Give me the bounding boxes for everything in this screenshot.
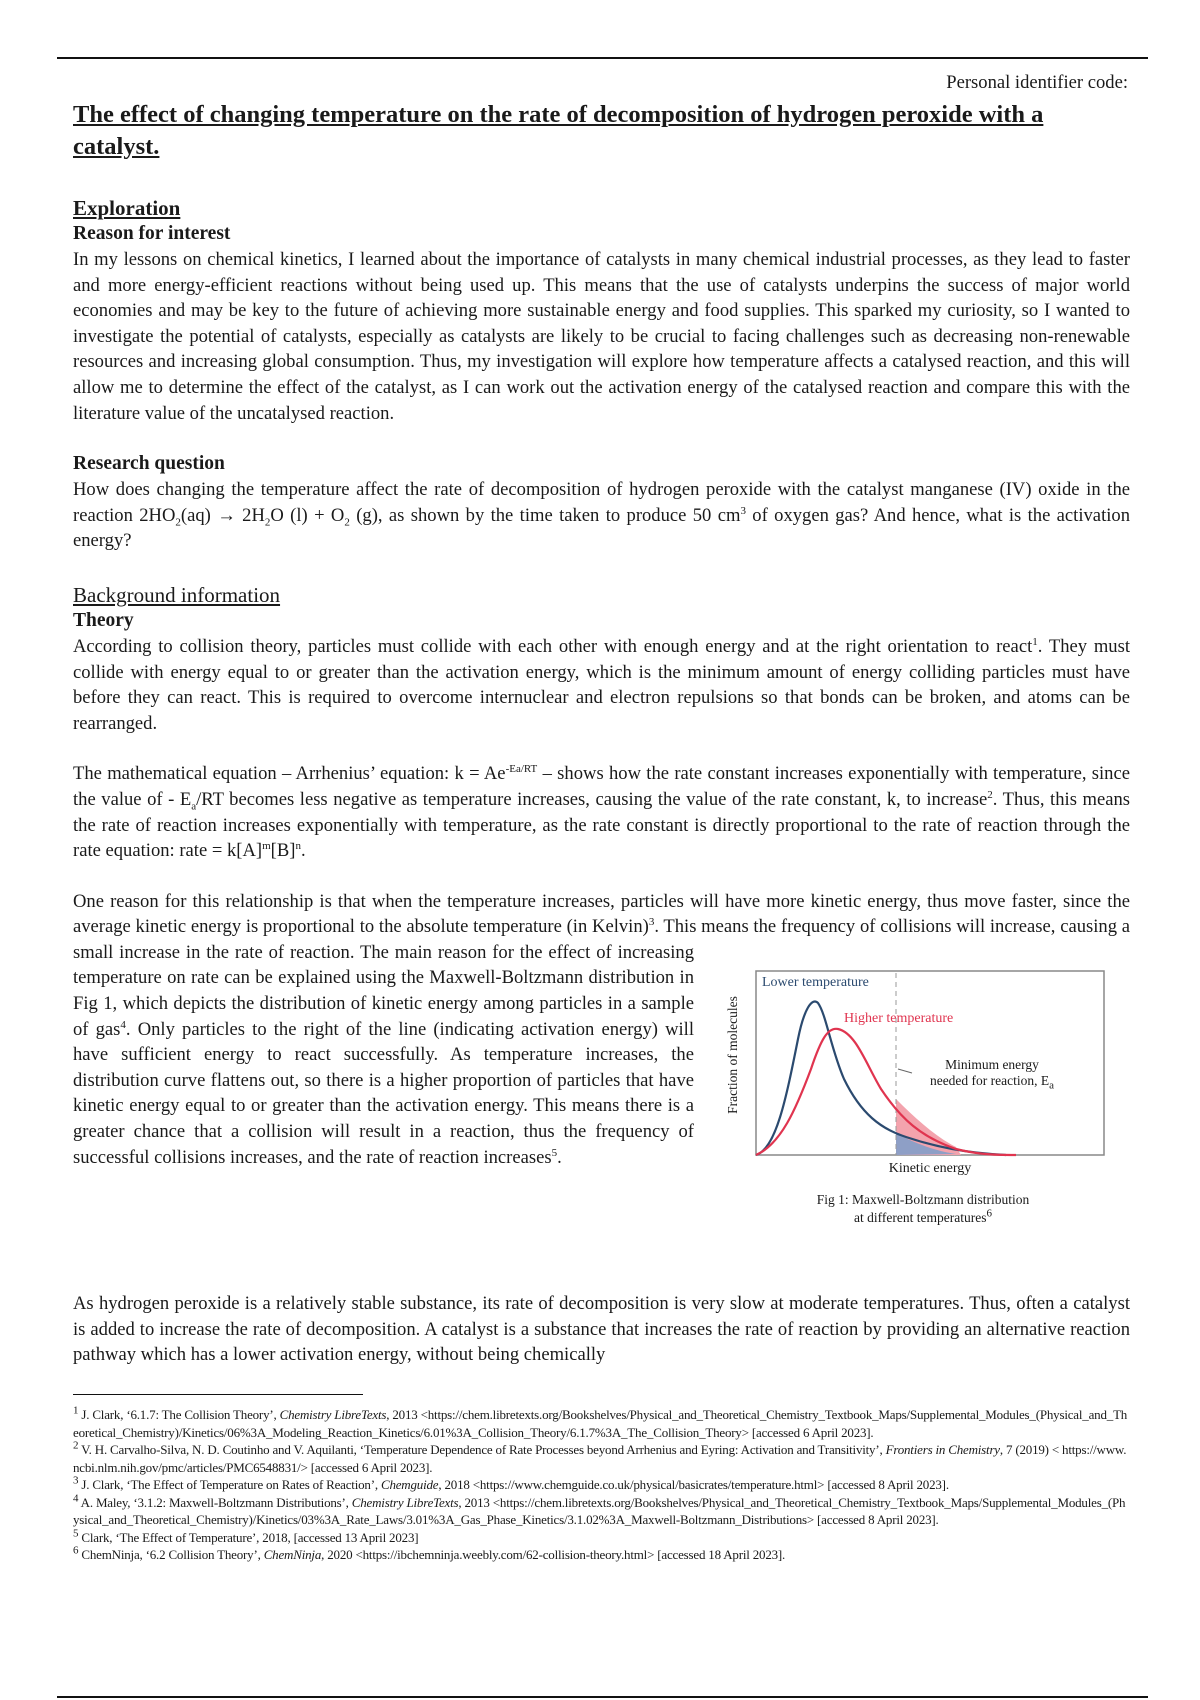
- x-axis-label: Kinetic energy: [888, 1160, 972, 1176]
- personal-identifier-label: Personal identifier code:: [946, 72, 1128, 93]
- subscript: 2: [264, 516, 271, 529]
- text: . Only particles to the right of the line (indicating activation energy) will have sufficient energy to react successfully. As temperature increases, the distribution curve flattens out, so there is a higher proportion of particles that have kinetic energy equal to or greater than the activation energy. This means there is a greater chance that a collision will result in a reaction, thus the frequency of successful collisions increases, and the rate of reaction increases: [73, 1018, 694, 1168]
- text: .: [300, 840, 306, 862]
- text: .: [557, 1146, 562, 1168]
- text: [B]: [270, 840, 296, 862]
- exponent: n: [295, 839, 301, 852]
- footnote-number: 3: [73, 1474, 79, 1487]
- text: . This means the frequency of collisions will increase, causing a small increase in the rate of reaction. The main reason for the effect of increasing temperature on rate can be explained using the Maxwell-Boltzmann distribution in Fig 1, which depicts the distribution of kinetic energy among particles in a sample of gas: [73, 916, 1130, 1040]
- footnote-ref: 3: [648, 916, 655, 929]
- text: needed for reaction, E: [929, 1072, 1050, 1088]
- text: . They must collide with energy equal to or greater than the activation energy, which is the minimum amount of energy colliding particles must have before they can react. This is required to overcome internuclear and electron repulsions so that bonds can be broken, and atoms can be rearranged.: [73, 635, 1130, 734]
- footnote-ref: 5: [551, 1146, 558, 1159]
- footnote-rest: , 2018 <https://www.chemguide.co.uk/physical/basicrates/temperature.html> [accessed 8 April 2023].: [438, 1477, 949, 1492]
- collision-theory-paragraph: [73, 634, 1130, 736]
- subscript: a: [1049, 1079, 1055, 1092]
- research-question-heading: Research question: [73, 453, 225, 475]
- text: Fig 1: Maxwell-Boltzmann distribution: [816, 1191, 1030, 1207]
- higher-temperature-label: Higher temperature: [844, 1010, 954, 1026]
- y-axis-label: Fraction of molecules: [725, 995, 740, 1114]
- footnote-number: 6: [73, 1544, 79, 1557]
- figure-caption: [716, 1191, 1130, 1227]
- background-heading: Background information: [73, 582, 281, 607]
- footnote-ref: 1: [1032, 635, 1038, 648]
- rq-text: O (l) + O: [270, 504, 345, 526]
- footnote-text: J. Clark, ‘6.1.7: The Collision Theory’,: [81, 1407, 280, 1422]
- exploration-section: [73, 195, 1130, 1235]
- maxwell-boltzmann-figure: [716, 965, 1130, 1235]
- footnote: [73, 1546, 1130, 1564]
- footnote-text: A. Maley, ‘3.1.2: Maxwell-Boltzmann Distributions’,: [80, 1494, 352, 1510]
- subscript: a: [191, 800, 197, 813]
- footnote-source: Chemistry LibreTexts: [279, 1407, 387, 1422]
- subscript: 2: [175, 516, 181, 529]
- footnote-text: Clark, ‘The Effect of Temperature’, 2018, [accessed 13 April 2023]: [81, 1529, 419, 1545]
- exploration-heading: Exploration: [73, 196, 181, 220]
- footnote-ref: 2: [987, 788, 993, 801]
- reason-heading: Reason for interest: [73, 223, 231, 244]
- footnote: [73, 1406, 1130, 1441]
- footnote-rest: , 2013 <https://chem.libretexts.org/Bookshelves/Physical_and_Theoretical_Chemistry_Textbook_Maps/Supplemental_Modules_(Physical_and_Theoretical_Chemistry)/Kinetics/03%3A_Rate_Laws/3.01%3A_Gas_Phase_Kinetics/3.1.02%3A_Maxwell-Boltzmann_Distributions> [accessed 8 April 2023].: [73, 1494, 1126, 1527]
- footnote-text: V. H. Carvalho-Silva, N. D. Coutinho and V. Aquilanti, ‘Temperature Dependence of Rate Processes beyond Arrhenius and Eyring: Activation and Transitivity’,: [81, 1442, 886, 1457]
- catalyst-paragraph: As hydrogen peroxide is a relatively stable substance, its rate of decomposition is very slow at moderate temperatures. Thus, often a catalyst is added to increase the rate of decomposition. A catalyst is a substance that increases the rate of reaction by providing an alternative reaction pathway which has a lower activation energy, without being chemically: [73, 1293, 1130, 1366]
- footnote: [73, 1476, 1130, 1494]
- rq-text: of oxygen gas? And hence, what is the activation energy?: [73, 504, 1130, 552]
- footnote-source: Frontiers in Chemistry: [885, 1442, 1000, 1457]
- footnote-number: 5: [73, 1527, 79, 1540]
- footnote: [73, 1494, 1130, 1529]
- footnote-source: ChemNinja: [263, 1547, 322, 1562]
- kinetic-paragraph-block: [73, 889, 1130, 1235]
- footnote: [73, 1441, 1130, 1476]
- footnote-rest: , 2013 <https://chem.libretexts.org/Bookshelves/Physical_and_Theoretical_Chemistry_Textbook_Maps/Supplemental_Modules_(Physical_and_Theoretical_Chemistry)/Kinetics/06%3A_Modeling_Reaction_Kinetics/6.01%3A_Collision_Theory/6.1.7%3A_The_Collision_Theory> [accessed 6 April 2023].: [73, 1407, 1128, 1440]
- footnote-rule: [73, 1394, 363, 1395]
- reason-paragraph: In my lessons on chemical kinetics, I learned about the importance of catalysts in many chemical industrial processes, as they lead to faster and more energy-efficient reactions without being used up. This means that the use of catalysts underpins the success of major world economies and may be key to the future of achieving more sustainable energy and food supplies. This sparked my curiosity, so I wanted to investigate the potential of catalysts, especially as catalysts are likely to be crucial to facing challenges such as decreasing non-renewable resources and increasing global consumption. Thus, my investigation will explore how temperature affects a catalysed reaction, and this will allow me to determine the effect of the catalyst, as I can work out the activation energy of the catalysed reaction and compare this with the literature value of the uncatalysed reaction.: [73, 249, 1130, 424]
- footnote-number: 4: [73, 1492, 79, 1505]
- exponent: m: [262, 839, 271, 852]
- superscript: 3: [740, 504, 746, 517]
- text: – shows how the rate constant increases exponentially with temperature, since the value of - E: [73, 763, 1130, 810]
- footnote-source: Chemistry LibreTexts: [351, 1494, 459, 1510]
- page-title: The effect of changing temperature on the rate of decomposition of hydrogen peroxide with a catalyst.: [73, 101, 1044, 160]
- lower-temperature-label: Lower temperature: [762, 974, 869, 990]
- footnote-text: J. Clark, ‘The Effect of Temperature on Rates of Reaction’,: [81, 1477, 381, 1492]
- catalyst-paragraph-block: [73, 1291, 1130, 1368]
- minimum-energy-label: [912, 1056, 1072, 1092]
- footnote: [73, 1529, 1130, 1547]
- footnote-ref: 4: [120, 1018, 126, 1031]
- footnote-text: ChemNinja, ‘6.2 Collision Theory’,: [81, 1547, 264, 1562]
- research-question-paragraph: How does changing the temperature affect the rate of decomposition of hydrogen peroxide with the catalyst manganese (IV) oxide in the reaction $2HO_2(aq) \to 2H_2O$ $(l) + O_2$ (g), as shown by the time taken to produce 50 $cm^3$ of oxygen gas? And hence, what is the activation energy?: [73, 479, 1130, 552]
- text: Minimum energy: [945, 1056, 1039, 1072]
- text: The mathematical equation – Arrhenius’ equation: k = Ae: [73, 763, 506, 785]
- text: at different temperatures: [854, 1209, 987, 1225]
- rq-text: (g), as shown by the time taken to produce 50 cm: [349, 504, 741, 526]
- text: . Thus, this means the rate of reaction increases exponentially with temperature, as the rate constant is directly proportional to the rate of reaction through the rate equation: rate = k[A]: [73, 788, 1130, 862]
- text: /RT becomes less negative as temperature increases, causing the value of the rate constant, k, to increase: [196, 788, 988, 810]
- rq-text: (aq) → 2H: [180, 504, 265, 526]
- top-rule: [57, 57, 1148, 59]
- footnote-source: Chemguide: [380, 1477, 439, 1492]
- footnote-rest: , 7 (2019) < https://www.ncbi.nlm.nih.gov/pmc/articles/PMC6548831/> [accessed 6 April 2023].: [73, 1442, 1127, 1475]
- footnote-number: 1: [73, 1404, 79, 1417]
- theory-heading: Theory: [73, 609, 134, 631]
- exponent: -Ea/RT: [505, 763, 538, 776]
- arrhenius-paragraph: [73, 761, 1130, 863]
- text: According to collision theory, particles must collide with each other with enough energy and at the right orientation to react: [73, 635, 1033, 657]
- footnotes: [73, 1406, 1130, 1564]
- bottom-rule: [57, 1696, 1148, 1698]
- text: One reason for this relationship is that when the temperature increases, particles will have more kinetic energy, thus move faster, since the average kinetic energy is proportional to the absolute temperature (in Kelvin): [73, 890, 1130, 938]
- footnote-number: 2: [73, 1439, 79, 1452]
- subscript: 2: [344, 516, 350, 529]
- footnote-rest: , 2020 <https://ibchemninja.weebly.com/62-collision-theory.html> [accessed 18 April 2023].: [321, 1547, 786, 1562]
- footnote-ref: 6: [986, 1207, 992, 1220]
- rq-text: How does changing the temperature affect the rate of decomposition of hydrogen peroxide with the catalyst manganese (IV) oxide in the reaction 2H: [73, 479, 1130, 526]
